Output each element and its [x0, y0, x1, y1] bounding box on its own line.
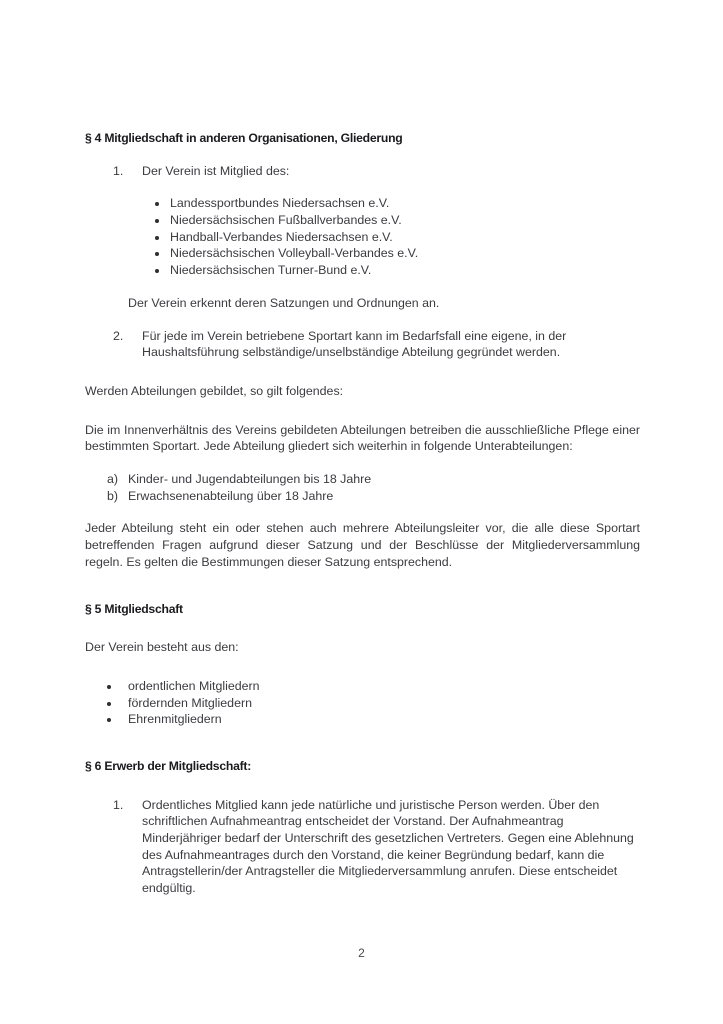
list-marker: 1.: [113, 797, 124, 812]
list-member-types: [85, 678, 640, 728]
list-item-text: Kinder- und Jugendabteilungen bis 18 Jahre: [128, 472, 372, 487]
spacer: [85, 361, 640, 383]
spacer: [85, 400, 640, 422]
spacer: [85, 312, 640, 328]
section-paragraph-4: [85, 130, 640, 571]
list-paragraph-4-item-2: [85, 328, 640, 361]
page-number: 2: [358, 946, 365, 960]
heading-paragraph-4: § 4 Mitgliedschaft in anderen Organisationen, Gliederung: [85, 131, 403, 145]
spacer: [85, 504, 640, 520]
paragraph-internal-relation: Die im Innenverhältnis des Vereins gebildeten Abteilungen betreiben die ausschließliche Pflege einer bestimmten Sportart. Jede Abteilung gliedert sich weiterhin in folgende Unterabteilungen:: [85, 422, 640, 454]
list-item: Landessportbundes Niedersachsen e.V.: [85, 195, 640, 212]
spacer: [85, 455, 640, 471]
heading-paragraph-6: § 6 Erwerb der Mitgliedschaft:: [85, 758, 252, 773]
list-item: [85, 488, 640, 505]
list-item: Ehrenmitgliedern: [85, 711, 640, 728]
spacer: [85, 617, 640, 639]
spacer: [85, 571, 640, 601]
list-item: Niedersächsischen Fußballverbandes e.V.: [85, 212, 640, 229]
section-paragraph-6: [85, 758, 640, 897]
list-marker: b): [107, 488, 119, 503]
list-item: [85, 471, 640, 488]
spacer: [85, 656, 640, 678]
spacer: [85, 147, 640, 163]
list-item-text: Für jede im Verein betriebene Sportart kann im Bedarfsfall eine eigene, in der Haushaltsführung selbständige/unselbständige Abteilung gegründet werden.: [142, 328, 567, 360]
list-item: fördernden Mitgliedern: [85, 695, 640, 712]
list-member-organisations: [85, 195, 640, 279]
spacer: [85, 775, 640, 797]
list-marker: 1.: [113, 163, 124, 178]
section-paragraph-5: [85, 601, 640, 728]
list-item-6-1: [85, 797, 640, 897]
list-item-text: Erwachsenenabteilung über 18 Jahre: [128, 488, 334, 503]
list-sub-departments: [85, 471, 640, 504]
heading-paragraph-5: § 5 Mitgliedschaft: [85, 601, 183, 616]
paragraph-departments-formed: Werden Abteilungen gebildet, so gilt folgendes:: [85, 383, 344, 398]
list-item: Niedersächsischen Volleyball-Verbandes e.V.: [85, 245, 640, 262]
document-body: [85, 130, 640, 897]
list-paragraph-4-items: [85, 163, 640, 180]
list-item-text: Der Verein ist Mitglied des:: [142, 163, 290, 178]
paragraph-acknowledges-statutes: Der Verein erkennt deren Satzungen und Ordnungen an.: [128, 295, 440, 310]
list-item: Handball-Verbandes Niedersachsen e.V.: [85, 229, 640, 246]
list-item-4-1: [85, 163, 640, 180]
paragraph-membership-intro: Der Verein besteht aus den:: [85, 640, 239, 655]
list-marker: a): [107, 472, 119, 487]
list-item: Niedersächsischen Turner-Bund e.V.: [85, 262, 640, 279]
spacer: [85, 279, 640, 295]
spacer: [85, 728, 640, 758]
spacer: [85, 179, 640, 195]
list-marker: 2.: [113, 328, 124, 343]
list-item: ordentlichen Mitgliedern: [85, 678, 640, 695]
list-item-4-2: [85, 328, 640, 361]
paragraph-department-leaders: Jeder Abteilung steht ein oder stehen auch mehrere Abteilungsleiter vor, die alle diese Sportart betreffenden Fragen aufgrund dieser Satzung und der Beschlüsse der Mitgliederversammlung regeln. Es gelten die Bestimmungen dieser Satzung entsprechend.: [85, 521, 640, 569]
list-item-text: Ordentliches Mitglied kann jede natürliche und juristische Person werden. Über den schriftlichen Aufnahmeantrag entscheidet der Vorstand. Der Aufnahmeantrag Minderjähriger bedarf der Unterschrift des gesetzlichen Vertreters. Gegen eine Ablehnung des Aufnahmeantrages durch den Vorstand, die keiner Begründung bedarf, kann die Antragstellerin/der Antragsteller die Mitgliederversammlung anrufen. Diese entscheidet endgültig.: [142, 797, 634, 896]
list-paragraph-6-items: [85, 797, 640, 897]
